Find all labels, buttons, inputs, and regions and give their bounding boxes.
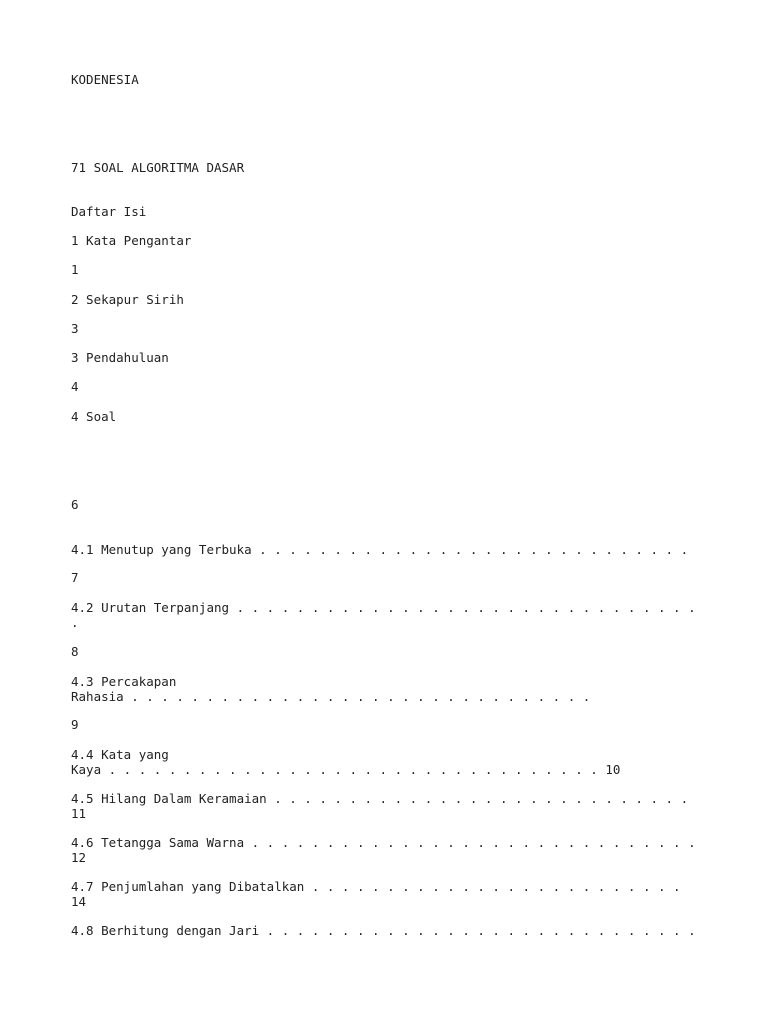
toc-entry-4-7: 4.7 Penjumlahan yang Dibatalkan . . . . . . . . . . . . . . . . . . . . . . . . . 14 <box>71 879 681 909</box>
toc-entry-4-5: 4.5 Hilang Dalam Keramaian . . . . . . . . . . . . . . . . . . . . . . . . . . . . 11 <box>71 791 689 821</box>
brand-name: KODENESIA <box>71 72 139 87</box>
toc-page-number: 7 <box>71 570 79 585</box>
document-title: 71 SOAL ALGORITMA DASAR <box>71 160 245 175</box>
toc-page-number: 9 <box>71 717 79 732</box>
toc-page-number: 4 <box>71 379 79 394</box>
toc-entry-kata-pengantar: 1 Kata Pengantar <box>71 233 192 248</box>
toc-page-number: 1 <box>71 262 79 277</box>
toc-entry-sekapur-sirih: 2 Sekapur Sirih <box>71 292 184 307</box>
toc-page-number: 6 <box>71 497 79 512</box>
toc-entry-4-1: 4.1 Menutup yang Terbuka . . . . . . . . . . . . . . . . . . . . . . . . . . . . . <box>71 542 689 557</box>
toc-entry-4-4: 4.4 Kata yang Kaya . . . . . . . . . . . . . . . . . . . . . . . . . . . . . . . . . 10 <box>71 747 621 777</box>
toc-entry-soal: 4 Soal <box>71 409 117 424</box>
toc-entry-pendahuluan: 3 Pendahuluan <box>71 350 169 365</box>
toc-page-number: 8 <box>71 644 79 659</box>
toc-entry-4-6: 4.6 Tetangga Sama Warna . . . . . . . . . . . . . . . . . . . . . . . . . . . . . . 12 <box>71 835 696 865</box>
toc-entry-4-2: 4.2 Urutan Terpanjang . . . . . . . . . . . . . . . . . . . . . . . . . . . . . . . . <box>71 600 696 630</box>
toc-entry-4-8: 4.8 Berhitung dengan Jari . . . . . . . . . . . . . . . . . . . . . . . . . . . . . <box>71 923 696 938</box>
toc-entry-4-3: 4.3 Percakapan Rahasia . . . . . . . . . . . . . . . . . . . . . . . . . . . . . . . <box>71 674 591 704</box>
toc-heading: Daftar Isi <box>71 204 147 219</box>
toc-page-number: 3 <box>71 321 79 336</box>
